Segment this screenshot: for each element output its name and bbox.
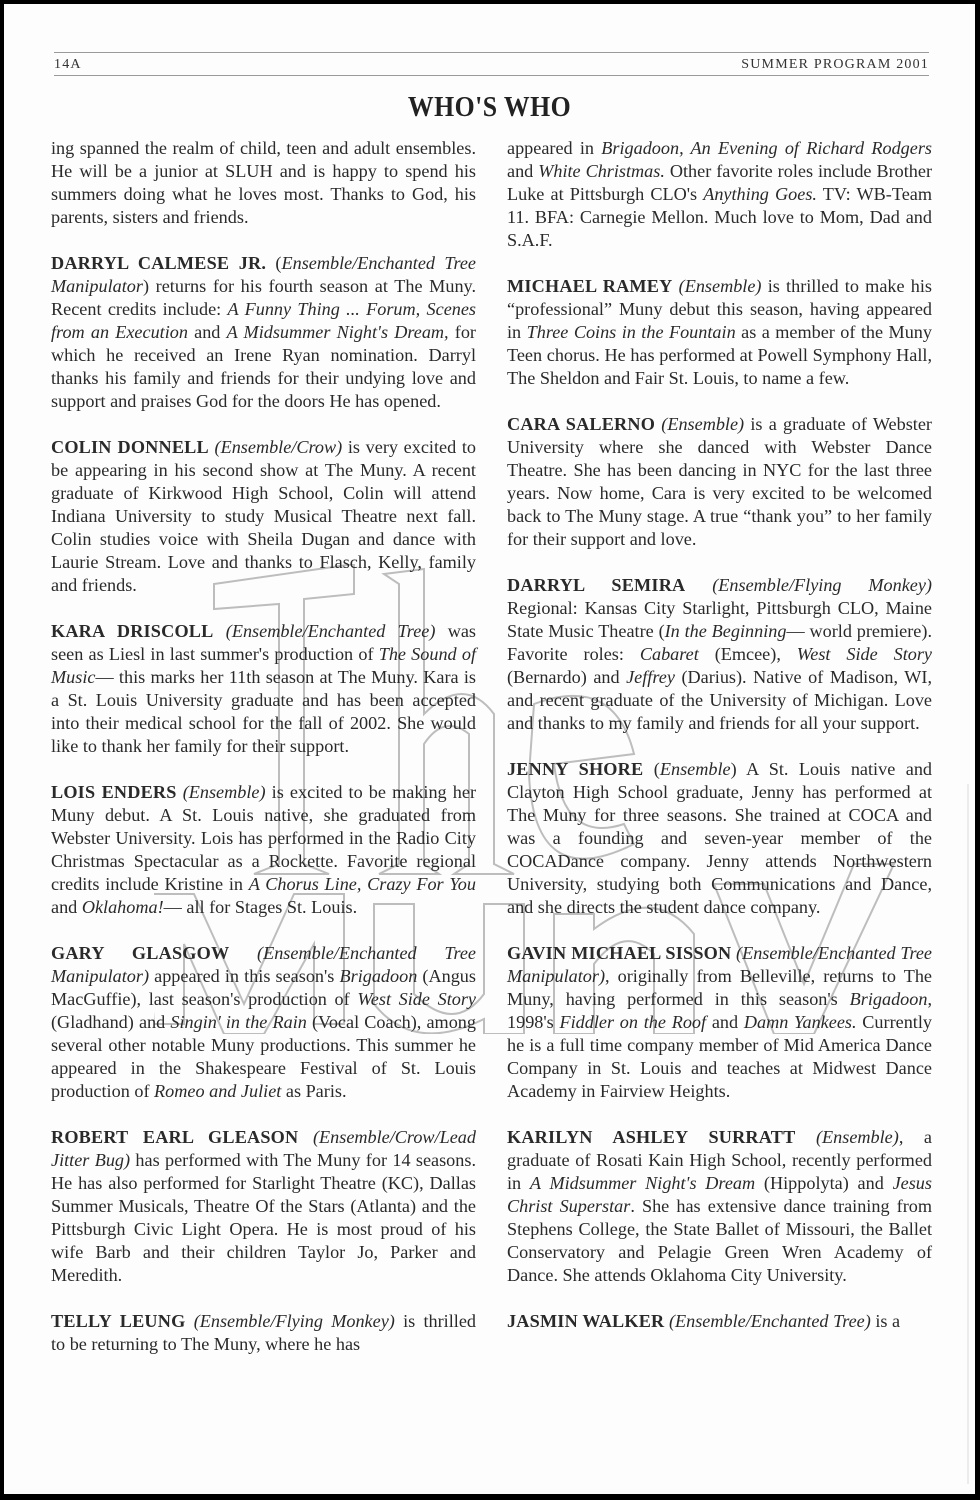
italic-text: Fiddler on the Roof (559, 1012, 707, 1032)
bio-entry (51, 620, 476, 758)
italic-text: Singin' in the Rain (170, 1012, 307, 1032)
bio-text: — all for Stages St. Louis. (163, 897, 358, 917)
bio-text (213, 621, 225, 641)
performer-name: JASMIN WALKER (507, 1311, 665, 1331)
bio-text: (Angus MacGuffie), last season's production of (51, 966, 476, 1009)
bio-text (685, 575, 712, 595)
bio-entry (51, 1310, 476, 1356)
performer-name: COLIN DONNELL (51, 437, 209, 457)
bio-text: Other favorite roles include Brother Luke at Pittsburgh CLO's (507, 161, 932, 204)
bio-entry (51, 436, 476, 597)
section-title: WHO'S WHO (407, 92, 572, 123)
performer-name: DARRYL CALMESE JR. (51, 253, 267, 273)
italic-text: Three Coins in the Fountain (526, 322, 736, 342)
bio-text: is a (870, 1311, 901, 1331)
italic-text: Ensemble (659, 759, 731, 779)
italic-text: Jesus Christ Superstar (507, 1173, 932, 1216)
bio-text: is very excited to be appearing in his second show at The Muny. A recent graduate of Kirkwood High School, Colin will attend Indiana University to study Musical Theatre next fall. Colin studies voice with Sheila Dugan and dance with Laurie Stream. Love and thanks to Flasch, Kelly, family and friends. (51, 437, 477, 595)
italic-text: In the Beginning (664, 621, 787, 641)
italic-text: (Ensemble) (661, 414, 745, 434)
bio-text: (Gladhand) and (51, 1012, 171, 1032)
bio-text: and (507, 161, 539, 181)
italic-text: (Ensemble/Enchanted Tree) (668, 1311, 871, 1331)
bio-text: for which he received an Irene Ryan nomination. Darryl thanks his family and friends for their undying love and support and praises God for the doors He has opened. (51, 322, 476, 411)
bio-text: ( (643, 759, 660, 779)
italic-text: (Ensemble/Crow) (214, 437, 343, 457)
bio-text: ing spanned the realm of child, teen and adult ensembles. He will be a junior at SLUH and is happy to spend his summers doing what he loves most. Thanks to God, his parents, sisters and friends. (51, 138, 476, 227)
bio-continuation (507, 137, 932, 252)
bio-text (185, 1311, 193, 1331)
italic-text: Ensemble/Enchanted Tree Manipulator (51, 253, 476, 296)
performer-name: MICHAEL RAMEY (507, 276, 673, 296)
italic-text: Brigadoon (339, 966, 418, 986)
italic-text: West Side Story (357, 989, 477, 1009)
bio-text: and (706, 1012, 744, 1032)
running-header (54, 52, 929, 76)
page-number: 14A (54, 57, 82, 72)
performer-name: DARRYL SEMIRA (507, 575, 686, 595)
right-column (507, 137, 932, 1356)
bio-text: . She has extensive dance training from Stephens College, the State Ballet of Missouri, the Ballet Conservatory and Pelagie Green Wren Academy of Dance. She attends Oklahoma City University. (507, 1196, 932, 1285)
bio-text: — this marks her 11th season at The Muny. Kara is a St. Louis University graduate and has been accepted into their medical school for the fall of 2002. She would like to thank her family for their support. (51, 667, 476, 756)
bio-text: and (51, 897, 82, 917)
bio-text: , a graduate of Rosati Kain High School, recently performed in (507, 1127, 932, 1193)
bio-text (229, 943, 257, 963)
bio-entry (507, 574, 932, 735)
performer-name: CARA SALERNO (507, 414, 656, 434)
italic-text: (Ensemble/Enchanted Tree Manipulator) (507, 943, 933, 986)
bio-text: is excited to be making her Muny debut. A St. Louis native, she graduated from Webster University. Lois has performed in the Radio City Christmas Spectacular as a Rockette. Favorite regional credits include Kristine in (51, 782, 477, 894)
performer-name: GAVIN MICHAEL SISSON (507, 943, 732, 963)
page-edge-shadow (967, 784, 969, 1484)
italic-text: (Ensemble/Flying Monkey) (193, 1311, 395, 1331)
bio-text: appeared in this season's (149, 966, 340, 986)
performer-name: KARILYN ASHLEY SURRATT (507, 1127, 796, 1147)
italic-text: Cabaret (639, 644, 699, 664)
bio-text: ) A St. Louis native and Clayton High School graduate, Jenny has performed at The Muny for three seasons. She trained at COCA and was a founding and seven-year member of the COCADance company. Jenny attends Northwestern University, studying both Communications and Dance, and she directs the student dance company. (507, 759, 933, 917)
performer-name: GARY GLASGOW (51, 943, 230, 963)
bio-text: ( (266, 253, 282, 273)
italic-text: A Chorus Line, Crazy For You (248, 874, 476, 894)
italic-text: A Funny Thing ... Forum, Scenes from an Execution (51, 299, 477, 342)
bio-text: , originally from Belleville, returns to The Muny, having performed in this season's (507, 966, 932, 1009)
performer-name: KARA DRISCOLL (51, 621, 214, 641)
bio-entry (507, 1310, 932, 1333)
performer-name: JENNY SHORE (507, 759, 644, 779)
bio-text: is thrilled to be returning to The Muny, where he has (51, 1311, 476, 1354)
italic-text: The Sound of Music (51, 644, 476, 687)
italic-text: Brigadoon (849, 989, 928, 1009)
italic-text: (Ensemble) (182, 782, 266, 802)
italic-text: Damn Yankees. (743, 1012, 857, 1032)
italic-text: A Midsummer Night's Dream (529, 1173, 756, 1193)
italic-text: A Midsummer Night's Dream, (226, 322, 449, 342)
italic-text: White Christmas. (538, 161, 665, 181)
bio-entry (507, 275, 932, 390)
left-column (51, 137, 476, 1379)
performer-name: LOIS ENDERS (51, 782, 177, 802)
program-page (4, 4, 975, 1494)
bio-text: — world premiere). Favorite roles: (507, 621, 932, 664)
italic-text: Brigadoon, An Evening of Richard Rodgers (601, 138, 932, 158)
bio-text (795, 1127, 816, 1147)
bio-entry (507, 413, 932, 551)
bio-text: Regional: Kansas City Starlight, Pittsburgh CLO, Maine State Music Theatre ( (507, 598, 932, 641)
bio-text: (Bernardo) and (507, 667, 627, 687)
italic-text: Oklahoma! (81, 897, 164, 917)
italic-text: (Ensemble/Flying Monkey) (712, 575, 932, 595)
italic-text: Romeo and Juliet (154, 1081, 282, 1101)
bio-text: ) returns for his fourth season at The Muny. Recent credits include: (51, 276, 476, 319)
bio-text: was seen as Liesl in last summer's production of (51, 621, 476, 664)
bio-text: (Vocal Coach), among several other notable Muny productions. This summer he appeared in the Shakespeare Festival of St. Louis production of (51, 1012, 476, 1101)
bio-text: and (187, 322, 227, 342)
bio-entry (507, 942, 932, 1103)
bio-text: as a member of the Muny Teen chorus. He has performed at Powell Symphony Hall, The Sheldon and Fair St. Louis, to name a few. (507, 322, 932, 388)
italic-text: (Ensemble/Enchanted Tree) (225, 621, 436, 641)
bio-continuation (51, 137, 476, 229)
bio-entry (507, 1126, 932, 1287)
performer-name: ROBERT EARL GLEASON (51, 1127, 299, 1147)
bio-text: TV: WB-Team 11. BFA: Carnegie Mellon. Much love to Mom, Dad and S.A.F. (507, 184, 932, 250)
bio-text: (Emcee), (698, 644, 797, 664)
bio-text: (Darius). Native of Madison, WI, and recent graduate of the University of Michigan. Love and thanks to my family and friends for all your support. (507, 667, 932, 733)
bio-text: (Hippolyta) and (755, 1173, 893, 1193)
italic-text: (Ensemble/Enchanted Tree Manipulator) (51, 943, 476, 986)
publication-title: SUMMER PROGRAM 2001 (741, 57, 929, 72)
bio-text: is thrilled to make his “professional” Muny debut this season, having appeared in (507, 276, 932, 342)
italic-text: Anything Goes. (703, 184, 817, 204)
italic-text: West Side Story (796, 644, 932, 664)
bio-text: as Paris. (281, 1081, 347, 1101)
bio-text: Currently he is a full time company member of Mid America Dance Company in St. Louis and teaches at Midwest Dance Academy in Fairview Heights. (507, 1012, 932, 1101)
bio-entry (51, 781, 476, 919)
italic-text: Jeffrey (626, 667, 675, 687)
italic-text: (Ensemble) (678, 276, 762, 296)
bio-entry (507, 758, 932, 919)
bio-entry (51, 942, 476, 1103)
italic-text: (Ensemble) (815, 1127, 899, 1147)
bio-text: , 1998's (507, 989, 932, 1032)
bio-text: appeared in (507, 138, 602, 158)
performer-name: TELLY LEUNG (51, 1311, 186, 1331)
bio-text (298, 1127, 313, 1147)
bio-entry (51, 1126, 476, 1287)
bio-entry (51, 252, 476, 413)
bio-text: has performed with The Muny for 14 seasons. He has also performed for Starlight Theatre (KC), Dallas Summer Musicals, Theatre Of the Stars (Atlanta) and the Pittsburgh Civic Light Opera. He is most proud of his wife Barb and their children Taylor Jo, Parker and Meredith. (51, 1150, 476, 1285)
italic-text: (Ensemble/Crow/Lead Jitter Bug) (51, 1127, 476, 1170)
bio-text: is a graduate of Webster University where she danced with Webster Dance Theatre. She has been dancing in NYC for the last three years. Now home, Cara is very excited to be welcomed back to The Muny stage. A true “thank you” to her family for their support and love. (507, 414, 932, 549)
